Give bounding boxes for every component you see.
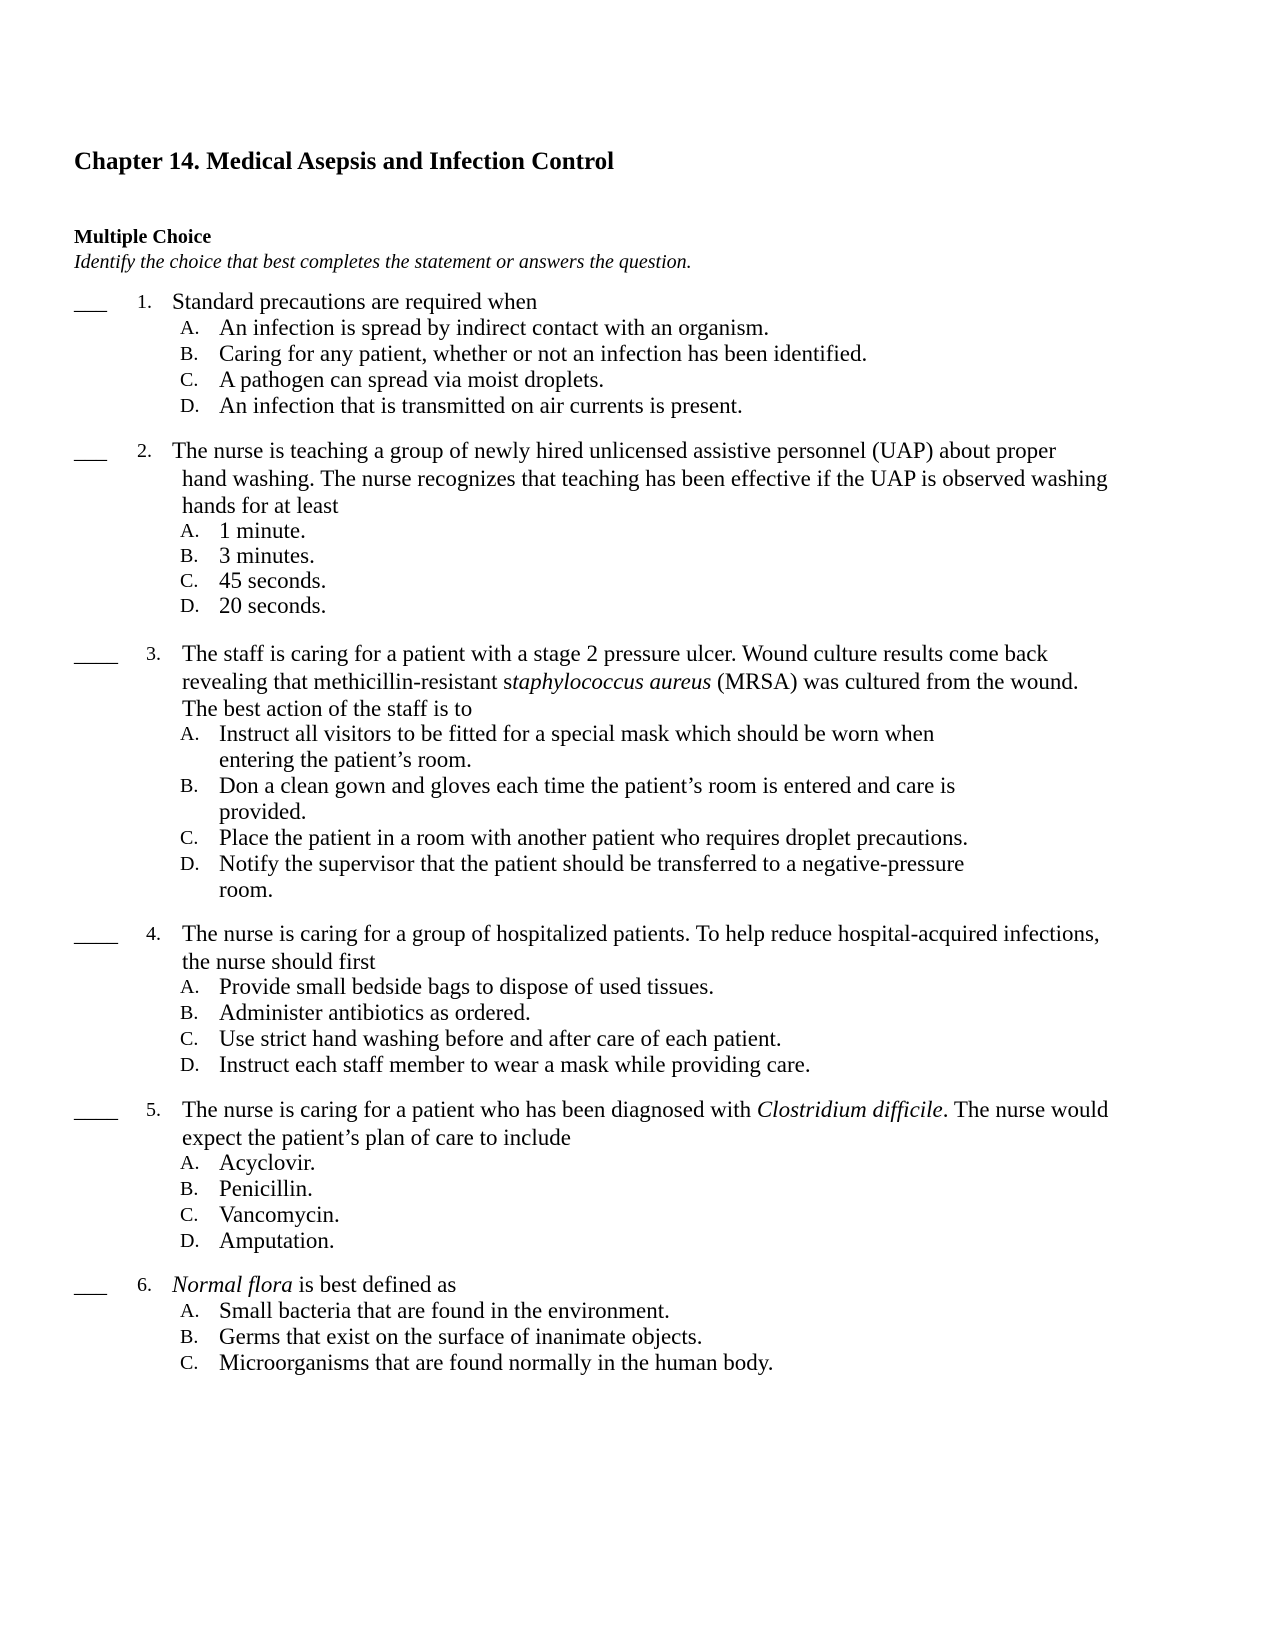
option-text — [219, 341, 867, 367]
option-text — [219, 1298, 670, 1324]
option-letter: A. — [180, 1152, 200, 1174]
option-letter: D. — [180, 1230, 200, 1252]
option-line: Amputation. — [219, 1228, 335, 1253]
answer-blank[interactable]: ___ — [74, 438, 107, 463]
option-line: Notify the supervisor that the patient should be transferred to a negative-pressure — [219, 851, 965, 876]
option-text — [219, 593, 326, 619]
option-text — [219, 393, 743, 419]
stem-line: The staff is caring for a patient with a stage 2 pressure ulcer. Wound culture results come back — [182, 641, 1048, 666]
organism-name: taphylococcus aureus — [512, 668, 712, 694]
option-text — [219, 1324, 702, 1350]
question-stem — [182, 640, 1079, 723]
section-heading: Multiple Choice — [74, 226, 212, 248]
option-line: Don a clean gown and gloves each time the patient’s room is entered and care is — [219, 773, 956, 798]
option-line: room. — [219, 877, 274, 902]
option-line: Place the patient in a room with another patient who requires droplet precautions. — [219, 825, 969, 850]
option-text — [219, 1176, 313, 1202]
question-number: 5. — [146, 1099, 161, 1121]
option-line: Caring for any patient, whether or not an infection has been identified. — [219, 341, 868, 366]
question-stem — [182, 920, 1100, 975]
option-text — [219, 568, 326, 594]
question-number: 3. — [146, 643, 161, 665]
option-line: Instruct each staff member to wear a mask while providing care. — [219, 1052, 811, 1077]
option-letter: B. — [180, 545, 199, 567]
option-line: Use strict hand washing before and after care of each patient. — [219, 1026, 782, 1051]
stem-text: revealing that methicillin-resistant s — [182, 668, 513, 694]
option-line: Acyclovir. — [219, 1150, 316, 1175]
option-text — [219, 1052, 811, 1078]
stem-line — [182, 668, 1079, 696]
option-text — [219, 974, 714, 1000]
stem-line: The nurse is caring for a group of hospitalized patients. To help reduce hospital-acquired infections, — [182, 921, 1100, 946]
option-text — [219, 1350, 773, 1376]
option-letter: D. — [180, 595, 200, 617]
option-text — [219, 1026, 782, 1052]
question-stem — [172, 288, 537, 316]
option-line: 45 seconds. — [219, 568, 327, 593]
term: Normal flora — [172, 1272, 293, 1297]
answer-blank[interactable]: ____ — [74, 641, 118, 666]
question-number: 2. — [137, 440, 152, 462]
stem-text: The nurse is caring for a patient who has been diagnosed with — [182, 1097, 757, 1122]
option-text — [219, 315, 769, 341]
option-letter: A. — [180, 520, 200, 542]
answer-blank[interactable]: ____ — [74, 921, 118, 946]
option-letter: C. — [180, 1352, 199, 1374]
stem-line: hands for at least — [182, 493, 339, 518]
answer-blank[interactable]: ____ — [74, 1097, 118, 1122]
answer-blank[interactable]: ___ — [74, 1272, 107, 1297]
question-stem — [182, 1096, 1108, 1151]
option-letter: C. — [180, 1028, 199, 1050]
option-text — [219, 1228, 335, 1254]
stem-line — [182, 1096, 1108, 1124]
option-line: entering the patient’s room. — [219, 747, 472, 772]
option-line: Administer antibiotics as ordered. — [219, 1000, 531, 1025]
option-letter: B. — [180, 775, 199, 797]
option-letter: B. — [180, 343, 199, 365]
option-text — [219, 1000, 531, 1026]
option-line: Instruct all visitors to be fitted for a special mask which should be worn when — [219, 721, 935, 746]
stem-line: The nurse is teaching a group of newly hired unlicensed assistive personnel (UAP) about proper — [172, 438, 1056, 463]
option-letter: C. — [180, 570, 199, 592]
option-letter: D. — [180, 395, 200, 417]
stem-line: hand washing. The nurse recognizes that teaching has been effective if the UAP is observed washing — [182, 465, 1108, 491]
stem-line: The best action of the staff is to — [182, 696, 473, 721]
stem-text: . The nurse would — [942, 1097, 1109, 1122]
stem-text: is best defined as — [292, 1272, 457, 1297]
stem-line: expect the patient’s plan of care to include — [182, 1124, 571, 1150]
question-number: 4. — [146, 923, 161, 945]
option-text — [219, 773, 955, 825]
option-letter: A. — [180, 723, 200, 745]
option-letter: B. — [180, 1326, 199, 1348]
instructions: Identify the choice that best completes the statement or answers the question. — [74, 251, 692, 273]
stem-text: (MRSA) was cultured from the wound. — [711, 668, 1079, 694]
option-text — [219, 367, 604, 393]
stem-line: the nurse should first — [182, 948, 376, 974]
option-letter: C. — [180, 1204, 199, 1226]
organism-name: Clostridium difficile — [756, 1097, 943, 1122]
option-line: Provide small bedside bags to dispose of used tissues. — [219, 974, 715, 999]
option-text — [219, 543, 315, 569]
question-number: 6. — [137, 1274, 152, 1296]
option-line: An infection is spread by indirect contact with an organism. — [219, 315, 770, 340]
option-line: Vancomycin. — [219, 1202, 340, 1227]
option-letter: C. — [180, 369, 199, 391]
question-stem — [172, 437, 1108, 520]
option-letter: D. — [180, 1054, 200, 1076]
option-line: An infection that is transmitted on air currents is present. — [219, 393, 743, 418]
question-number: 1. — [137, 291, 152, 313]
option-line: Microorganisms that are found normally in the human body. — [219, 1350, 774, 1375]
option-line: provided. — [219, 799, 307, 824]
option-letter: B. — [180, 1178, 199, 1200]
stem-line — [172, 1271, 456, 1299]
option-line: Penicillin. — [219, 1176, 313, 1201]
question-stem — [172, 1271, 456, 1299]
option-line: A pathogen can spread via moist droplets. — [219, 367, 605, 392]
option-line: Germs that exist on the surface of inanimate objects. — [219, 1324, 703, 1349]
option-text — [219, 721, 934, 773]
option-text — [219, 851, 964, 903]
option-line: 20 seconds. — [219, 593, 327, 618]
option-line: 3 minutes. — [219, 543, 315, 568]
option-letter: A. — [180, 317, 200, 339]
answer-blank[interactable]: ___ — [74, 289, 107, 314]
option-line: Small bacteria that are found in the environment. — [219, 1298, 670, 1323]
option-line: 1 minute. — [219, 518, 306, 543]
option-letter: C. — [180, 827, 199, 849]
option-text — [219, 518, 306, 544]
option-letter: D. — [180, 853, 200, 875]
option-letter: B. — [180, 1002, 199, 1024]
chapter-title: Chapter 14. Medical Asepsis and Infection Control — [74, 148, 615, 175]
option-text — [219, 1150, 315, 1176]
option-letter: A. — [180, 1300, 200, 1322]
option-text — [219, 1202, 340, 1228]
option-text — [219, 825, 968, 851]
option-letter: A. — [180, 976, 200, 998]
stem-line: Standard precautions are required when — [172, 289, 538, 314]
